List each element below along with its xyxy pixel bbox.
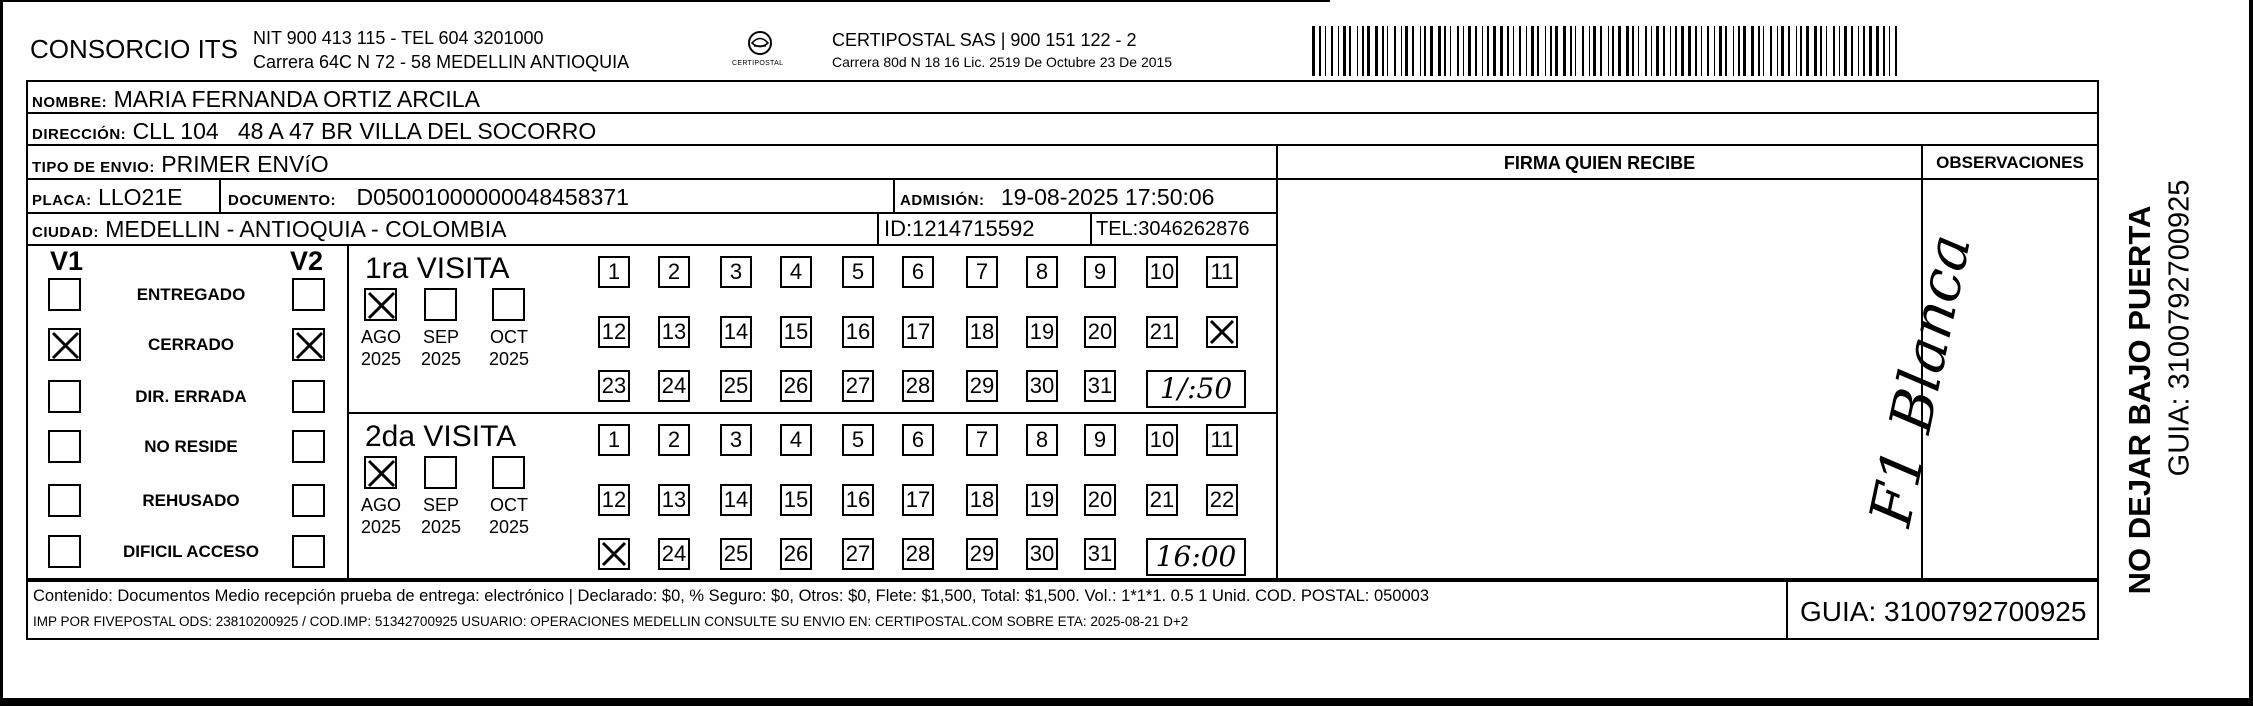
id-sep — [877, 212, 879, 244]
day-box[interactable]: 23 — [598, 370, 630, 402]
month-label — [484, 494, 534, 538]
day-box[interactable]: 9 — [1084, 424, 1116, 456]
tipo-label: TIPO DE ENVIO: — [32, 159, 155, 176]
day-box[interactable]: 9 — [1084, 256, 1116, 288]
day-box[interactable]: 1 — [598, 256, 630, 288]
day-box[interactable]: 17 — [902, 316, 934, 348]
month-label — [356, 494, 406, 538]
day-box[interactable]: 5 — [842, 256, 874, 288]
form-right-line — [2097, 580, 2099, 638]
month-year: 2025 — [420, 349, 462, 369]
month-checkbox[interactable] — [364, 456, 397, 489]
day-box[interactable]: 19 — [1026, 484, 1058, 516]
firma-label: FIRMA QUIEN RECIBE — [1503, 153, 1696, 173]
day-box[interactable]: 16 — [842, 316, 874, 348]
month-label — [416, 494, 466, 538]
day-box[interactable]: 11 — [1206, 256, 1238, 288]
footer-top-line — [26, 580, 2099, 582]
month-year: 2025 — [420, 517, 462, 537]
x-mark-icon — [294, 330, 325, 361]
v2-checkbox[interactable] — [292, 535, 325, 568]
day-box[interactable]: 5 — [842, 424, 874, 456]
id-value: 1214715592 — [912, 216, 1035, 241]
day-box[interactable]: 14 — [720, 484, 752, 516]
month-checkbox[interactable] — [492, 456, 525, 489]
day-box[interactable]: 25 — [720, 370, 752, 402]
first-visit-title: 1ra VISITA — [365, 252, 510, 285]
month-year: 2025 — [488, 349, 530, 369]
month-checkbox[interactable] — [424, 456, 457, 489]
v1-checkbox[interactable] — [48, 278, 81, 311]
day-box[interactable]: 27 — [842, 538, 874, 570]
direccion-row — [32, 118, 596, 145]
admision-label: ADMISIÓN: — [900, 192, 985, 209]
tipo-row — [32, 151, 329, 178]
x-mark-icon — [366, 290, 397, 321]
day-box[interactable]: 20 — [1084, 484, 1116, 516]
guia-sep — [1786, 580, 1788, 638]
v2-checkbox[interactable] — [292, 328, 325, 361]
day-box[interactable]: 26 — [780, 538, 812, 570]
company-nit: NIT 900 413 115 - TEL 604 3201000 — [253, 28, 544, 48]
day-box[interactable]: 29 — [966, 538, 998, 570]
day-box[interactable]: 20 — [1084, 316, 1116, 348]
day-box[interactable]: 24 — [658, 370, 690, 402]
day-box[interactable]: 31 — [1084, 538, 1116, 570]
ciudad-label: CIUDAD: — [32, 224, 99, 241]
v1-checkbox[interactable] — [48, 535, 81, 568]
footer-print-info: IMP POR FIVEPOSTAL ODS: 23810200925 / COD.IMP: 51342700925 USUARIO: OPERACIONES MEDELLIN CONSULTE SU ENVIO EN: CERTIPOSTAL.COM SOBRE ETA: 2025-08-21 D+2 — [33, 614, 1189, 629]
day-box[interactable]: 17 — [902, 484, 934, 516]
tipo-value: PRIMER ENVíO — [161, 151, 329, 177]
side-warning: NO DEJAR BAJO PUERTA — [2122, 205, 2157, 595]
month-name: SEP — [422, 495, 460, 515]
ciudad-row — [32, 216, 507, 243]
ciudad-value: MEDELLIN - ANTIOQUIA - COLOMBIA — [105, 216, 507, 242]
observaciones-label: OBSERVACIONES — [1936, 153, 2084, 172]
status-option-label: DIR. ERRADA — [135, 387, 247, 406]
documento-row — [228, 184, 629, 211]
day-box[interactable]: 15 — [780, 316, 812, 348]
admision-value: 19-08-2025 17:50:06 — [1000, 184, 1215, 210]
month-year: 2025 — [360, 349, 402, 369]
day-box[interactable]: 26 — [780, 370, 812, 402]
status-option-label: ENTREGADO — [136, 285, 246, 304]
month-name: OCT — [490, 327, 528, 347]
month-name: OCT — [490, 495, 528, 515]
nombre-label: NOMBRE: — [32, 94, 108, 111]
day-box[interactable] — [598, 538, 630, 570]
right-edge-line — [2249, 0, 2253, 706]
placa-value: LLO21E — [98, 184, 183, 210]
left-edge-line — [0, 0, 3, 706]
day-box[interactable]: 14 — [720, 316, 752, 348]
tel-sep — [1090, 212, 1092, 244]
day-box[interactable]: 21 — [1146, 484, 1178, 516]
tel-row — [1096, 218, 1249, 241]
form-bottom-line — [26, 638, 2099, 640]
day-box[interactable] — [1206, 316, 1238, 348]
day-box[interactable]: 10 — [1146, 424, 1178, 456]
day-box[interactable]: 31 — [1084, 370, 1116, 402]
month-label — [416, 326, 466, 370]
v1-checkbox[interactable] — [48, 328, 81, 361]
visit-sep — [347, 412, 1278, 414]
id-label: ID: — [884, 216, 913, 241]
nombre-row — [32, 86, 480, 113]
month-year: 2025 — [488, 517, 530, 537]
id-row — [884, 216, 1034, 242]
documento-label: DOCUMENTO: — [228, 192, 337, 209]
day-box[interactable]: 3 — [720, 424, 752, 456]
day-box[interactable]: 7 — [966, 424, 998, 456]
day-box[interactable]: 1 — [598, 424, 630, 456]
day-box[interactable]: 15 — [780, 484, 812, 516]
day-box[interactable]: 4 — [780, 256, 812, 288]
day-box[interactable]: 13 — [658, 484, 690, 516]
day-box[interactable]: 19 — [1026, 316, 1058, 348]
visit-time-box[interactable]: 16:00 — [1146, 538, 1246, 576]
day-box[interactable]: 29 — [966, 370, 998, 402]
v1-checkbox[interactable] — [48, 380, 81, 413]
x-mark-icon — [1208, 318, 1236, 346]
day-box[interactable]: 27 — [842, 370, 874, 402]
month-label — [356, 326, 406, 370]
day-box[interactable]: 2 — [658, 424, 690, 456]
company-address: Carrera 64C N 72 - 58 MEDELLIN ANTIOQUIA — [253, 52, 630, 72]
day-box[interactable]: 8 — [1026, 256, 1058, 288]
v2-label: V2 — [290, 246, 324, 276]
month-checkbox[interactable] — [424, 288, 457, 321]
form-left-line — [26, 580, 28, 638]
top-edge-line — [0, 0, 1330, 2]
signature-col-line — [1276, 144, 1278, 580]
nombre-value: MARIA FERNANDA ORTIZ ARCILA — [113, 86, 480, 112]
footer-guia: GUIA: 3100792700925 — [1800, 596, 2087, 627]
status-option-label: DIFICIL ACCESO — [122, 542, 259, 561]
day-box[interactable]: 3 — [720, 256, 752, 288]
day-box[interactable]: 25 — [720, 538, 752, 570]
placa-sep — [219, 178, 221, 212]
day-box[interactable]: 6 — [902, 424, 934, 456]
day-box[interactable]: 22 — [1206, 484, 1238, 516]
day-box[interactable]: 28 — [902, 370, 934, 402]
v2-checkbox[interactable] — [292, 278, 325, 311]
placa-label: PLACA: — [32, 192, 92, 209]
month-name: AGO — [360, 495, 401, 515]
row-line — [26, 178, 2099, 180]
x-mark-icon — [366, 458, 397, 489]
documento-value: D05001000000048458371 — [356, 184, 629, 210]
month-name: SEP — [422, 327, 460, 347]
month-year: 2025 — [360, 517, 402, 537]
day-box[interactable]: 11 — [1206, 424, 1238, 456]
month-checkbox[interactable] — [492, 288, 525, 321]
day-box[interactable]: 4 — [780, 424, 812, 456]
status-option-label: NO RESIDE — [144, 437, 238, 456]
day-box[interactable]: 28 — [902, 538, 934, 570]
direccion-value: CLL 104 48 A 47 BR VILLA DEL SOCORRO — [132, 118, 597, 144]
day-box[interactable]: 12 — [598, 484, 630, 516]
day-box[interactable]: 30 — [1026, 538, 1058, 570]
day-box[interactable]: 6 — [902, 256, 934, 288]
v1-checkbox[interactable] — [48, 430, 81, 463]
side-guia: GUIA: 3100792700925 — [2163, 179, 2196, 477]
day-box[interactable]: 18 — [966, 316, 998, 348]
bottom-edge-band — [0, 698, 2253, 706]
tel-label: TEL: — [1096, 218, 1139, 240]
handwritten-signature: F1 Blanca — [1855, 228, 1985, 532]
direccion-label: DIRECCIÓN: — [32, 126, 127, 143]
admision-row — [900, 184, 1214, 211]
visit-time-box[interactable]: 1/:50 — [1146, 370, 1246, 408]
v2-checkbox[interactable] — [292, 484, 325, 517]
day-box[interactable]: 16 — [842, 484, 874, 516]
month-checkbox[interactable] — [364, 288, 397, 321]
barcode — [1310, 26, 1905, 76]
certipostal-logo — [728, 26, 792, 72]
day-box[interactable]: 8 — [1026, 424, 1058, 456]
status-option-label: REHUSADO — [142, 491, 240, 510]
placa-row — [32, 184, 182, 211]
day-box[interactable]: 7 — [966, 256, 998, 288]
day-box[interactable]: 10 — [1146, 256, 1178, 288]
day-box[interactable]: 24 — [658, 538, 690, 570]
day-box[interactable]: 13 — [658, 316, 690, 348]
day-box[interactable]: 30 — [1026, 370, 1058, 402]
day-box[interactable]: 21 — [1146, 316, 1178, 348]
row-line — [26, 244, 1278, 246]
carrier-name: CERTIPOSTAL SAS | 900 151 122 - 2 — [832, 30, 1137, 50]
carrier-address: Carrera 80d N 18 16 Lic. 2519 De Octubre 23 De 2015 — [832, 54, 1173, 70]
v2-checkbox[interactable] — [292, 380, 325, 413]
admision-sep — [893, 178, 895, 212]
x-mark-icon — [50, 330, 81, 361]
month-label — [484, 326, 534, 370]
v1-checkbox[interactable] — [48, 484, 81, 517]
footer-contents: Contenido: Documentos Medio recepción prueba de entrega: electrónico | Declarado: $0, % Seguro: $0, Otros: $0, Flete: $1,500, Total: $1,500. Vol.: 1*1*1. 0.5 1 Unid. COD. POSTAL: 050003 — [33, 587, 1430, 605]
month-name: AGO — [360, 327, 401, 347]
day-box[interactable]: 18 — [966, 484, 998, 516]
logo-caption: CERTIPOSTAL — [732, 60, 784, 67]
x-mark-icon — [600, 540, 628, 568]
second-visit-title: 2da VISITA — [365, 420, 517, 453]
company-name: CONSORCIO ITS — [30, 34, 239, 64]
tel-value: 3046262876 — [1138, 218, 1250, 240]
v2-checkbox[interactable] — [292, 430, 325, 463]
day-box[interactable]: 2 — [658, 256, 690, 288]
status-option-label: CERRADO — [148, 335, 234, 354]
v1-label: V1 — [50, 246, 84, 276]
day-box[interactable]: 12 — [598, 316, 630, 348]
